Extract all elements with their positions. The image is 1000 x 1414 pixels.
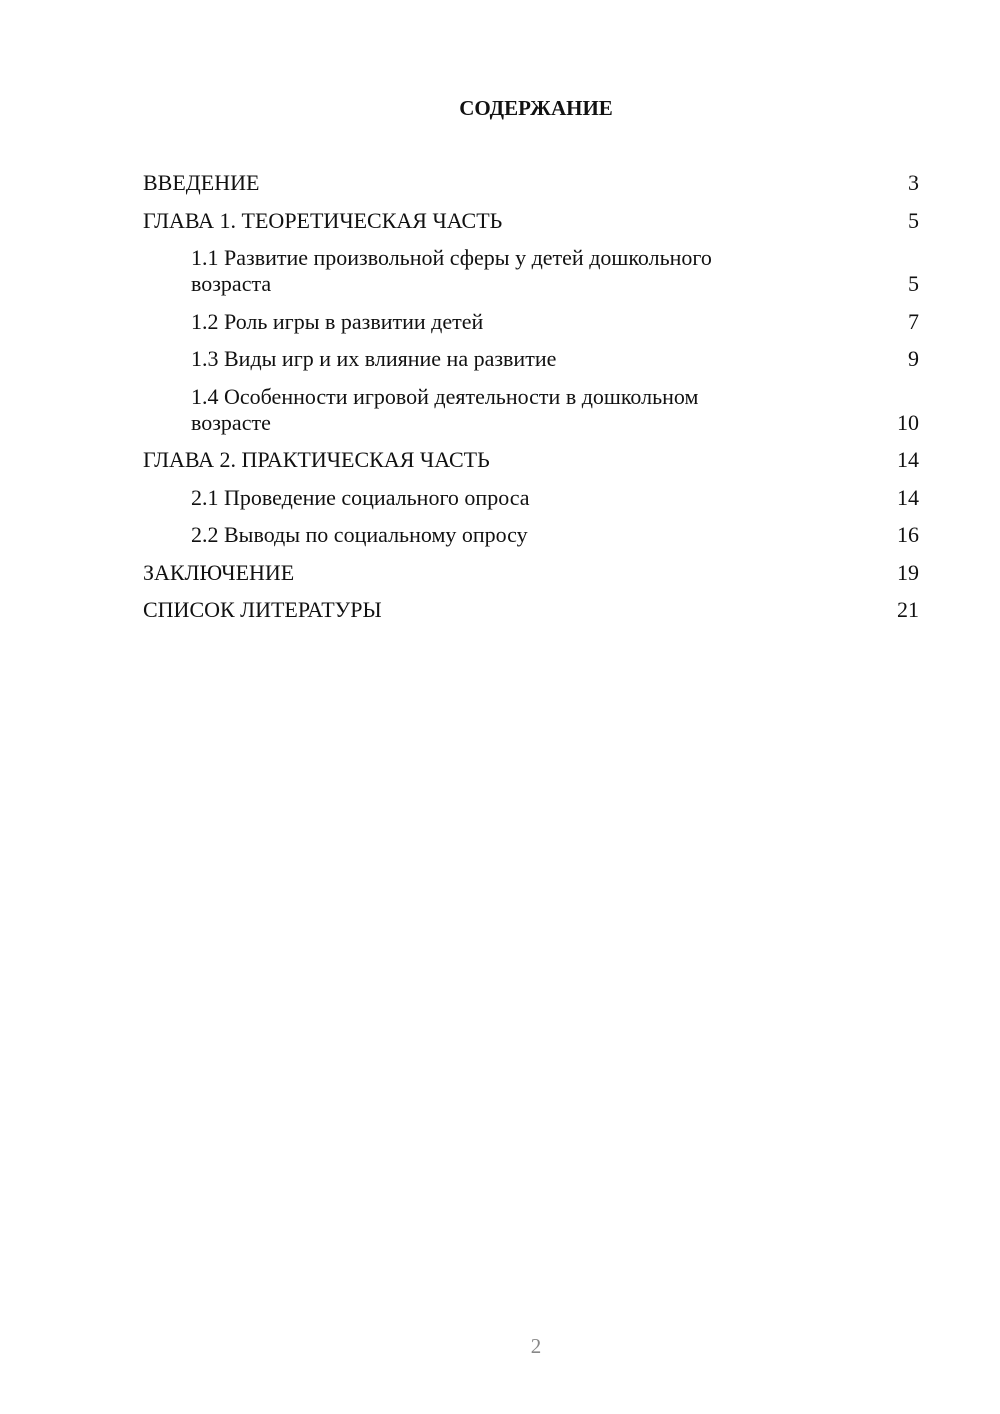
- page-title: СОДЕРЖАНИЕ: [459, 96, 613, 120]
- toc-entry-label: 1.3 Виды игр и их влияние на развитие: [191, 346, 557, 371]
- table-of-contents: [143, 170, 919, 635]
- toc-entry-page: 10: [897, 409, 919, 435]
- toc-entry-page: 14: [897, 447, 919, 472]
- toc-entry-1-1[interactable]: [143, 245, 919, 297]
- toc-entry-page: 7: [908, 308, 919, 334]
- toc-entry-label: ГЛАВА 1. ТЕОРЕТИЧЕСКАЯ ЧАСТЬ: [143, 207, 503, 233]
- toc-entry-label: ВВЕДЕНИЕ: [143, 170, 260, 195]
- toc-entry-chapter-2[interactable]: [143, 447, 919, 473]
- toc-entry-page: 9: [908, 346, 919, 371]
- toc-entry-label: 1.2 Роль игры в развитии детей: [191, 308, 484, 334]
- toc-entry-page: 14: [897, 484, 919, 510]
- toc-entry-page: 5: [908, 271, 919, 296]
- page-number: 2: [530, 1334, 542, 1358]
- toc-entry-label: 2.2 Выводы по социальному опросу: [191, 522, 528, 547]
- toc-entry-1-2[interactable]: [143, 309, 919, 335]
- toc-entry-label: 2.1 Проведение социального опроса: [191, 484, 530, 510]
- toc-entry-label: ЗАКЛЮЧЕНИЕ: [143, 559, 295, 585]
- toc-entry-page: 3: [908, 170, 919, 195]
- toc-entry-2-1[interactable]: [143, 485, 919, 511]
- toc-entry-references[interactable]: [143, 597, 919, 623]
- toc-entry-page: 21: [897, 597, 919, 622]
- toc-entry-label: 1.4 Особенности игровой деятельности в дошкольном возрасте: [191, 383, 699, 435]
- toc-entry-page: 19: [897, 559, 919, 585]
- toc-entry-introduction[interactable]: [143, 170, 919, 196]
- toc-entry-label: 1.1 Развитие произвольной сферы у детей дошкольного возраста: [191, 245, 712, 296]
- toc-entry-conclusion[interactable]: [143, 560, 919, 586]
- toc-entry-label: ГЛАВА 2. ПРАКТИЧЕСКАЯ ЧАСТЬ: [143, 447, 490, 472]
- toc-entry-2-2[interactable]: [143, 522, 919, 548]
- toc-entry-chapter-1[interactable]: [143, 208, 919, 234]
- toc-entry-page: 5: [908, 207, 919, 233]
- toc-entry-1-4[interactable]: [143, 384, 919, 436]
- toc-entry-1-3[interactable]: [143, 346, 919, 372]
- toc-entry-page: 16: [897, 522, 919, 547]
- toc-entry-label: СПИСОК ЛИТЕРАТУРЫ: [143, 597, 382, 622]
